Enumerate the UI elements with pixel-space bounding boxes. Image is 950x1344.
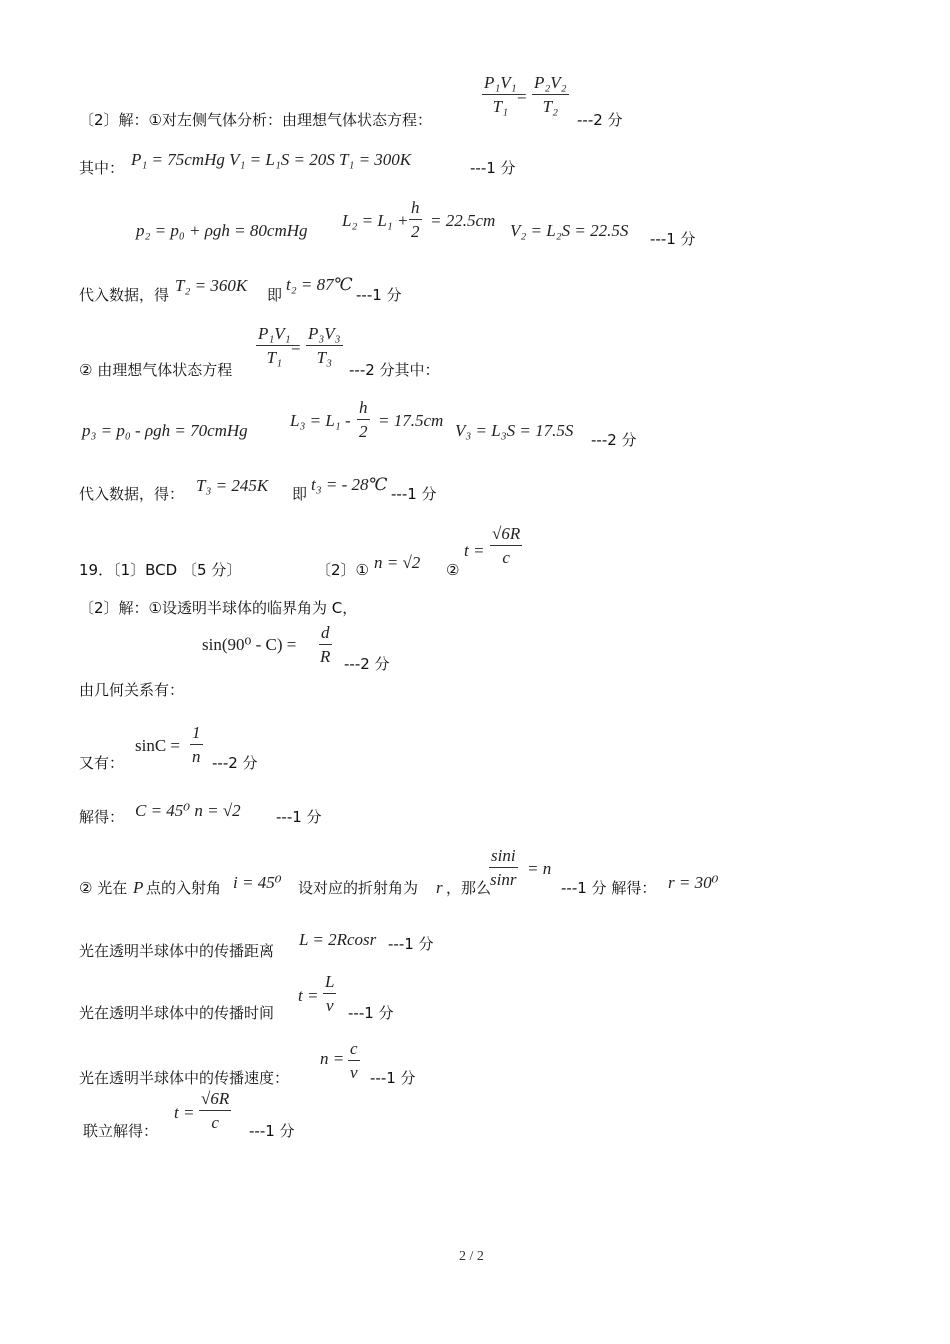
time-answer-fraction (490, 525, 522, 566)
length-l2-equation: L₂ = L₁ + (342, 211, 409, 230)
score-mark: ---1 分 (650, 230, 696, 248)
refraction-angle-label: 设对应的折射角为 (298, 879, 419, 897)
incidence-angle-label: 点的入射角 (146, 879, 222, 897)
fraction-numerator: h (409, 199, 422, 220)
celsius-t3-result: t₃ = - 28℃ (311, 475, 388, 494)
substitute-label-2: 代入数据，得： (79, 485, 185, 503)
score-mark: ---2 分 (344, 655, 390, 673)
score-mark: ---1 分 (276, 808, 322, 826)
fraction-denominator: c (211, 1113, 219, 1132)
speed-label: 光在透明半球体中的传播速度： (79, 1069, 290, 1087)
equals-sign: = (517, 87, 527, 106)
pressure-p2-equation: p₂ = p₀ + ρgh = 80cmHg (136, 221, 308, 240)
also-label: 又有： (79, 754, 125, 772)
fraction-denominator: T₁ (492, 97, 508, 116)
then-label: ，那么 (446, 879, 492, 897)
score-mark: ---1 分 (470, 159, 516, 177)
score-mark: ---1 分 (391, 485, 437, 503)
ideal-gas-right-fraction (532, 74, 569, 115)
ideal-gas-right-fraction-2 (306, 325, 343, 366)
fraction-denominator: R (320, 647, 331, 666)
fraction-numerator: P₃V₃ (306, 325, 343, 346)
incidence-angle-value: i = 45⁰ (233, 873, 282, 892)
fraction-numerator: P₂V₂ (532, 74, 569, 95)
time-variable: t = (298, 986, 319, 1005)
question-19-answer: 19．〔1〕BCD 〔5 分〕 (79, 561, 242, 579)
l-over-v-fraction (323, 973, 336, 1014)
distance-label: 光在透明半球体中的传播距离 (79, 942, 275, 960)
fraction-denominator: sinr (490, 870, 517, 889)
volume-v3-equation: V₃ = L₃S = 17.5S (455, 421, 574, 440)
namely-label: 即 (292, 485, 308, 503)
fraction-denominator: c (502, 548, 510, 567)
ideal-gas-left-fraction (482, 74, 519, 115)
h-over-2-fraction-2 (357, 399, 370, 440)
sine-equation: sin(90⁰ - C) = (202, 635, 297, 654)
temperature-t2-result: T₂ = 360K (175, 276, 248, 295)
length-l2-value: = 22.5cm (430, 211, 496, 230)
step2-label: ② 由理想气体状态方程 (79, 361, 233, 379)
n-variable: n = (320, 1049, 345, 1068)
score-mark: ---2 分 (591, 431, 637, 449)
equals-n: = n (527, 859, 552, 878)
fraction-denominator: v (350, 1063, 358, 1082)
refractive-index-answer: n = √2 (374, 553, 421, 572)
one-over-n-fraction (190, 724, 203, 765)
refraction-angle-result: r = 30⁰ (668, 873, 719, 892)
fraction-numerator: 1 (190, 724, 203, 745)
fraction-numerator: P₁V₁ (482, 74, 519, 95)
r-variable: r (436, 878, 443, 897)
time-label: t = (464, 541, 485, 560)
score-mark: ---1 分 (388, 935, 434, 953)
fraction-denominator: v (325, 996, 334, 1015)
h-over-2-fraction (409, 199, 422, 240)
c-over-v-fraction (348, 1040, 360, 1081)
fraction-numerator: √6R (199, 1090, 231, 1111)
score-mark: ---2 分 (577, 111, 623, 129)
score-mark: ---1 分 (356, 286, 402, 304)
question-19-part2: 〔2〕① (316, 561, 369, 579)
fraction-denominator: T₂ (542, 97, 558, 116)
fraction-numerator: c (348, 1040, 360, 1061)
solve-label: 解得： (79, 808, 125, 826)
score-mark: ---2 分其中： (349, 361, 440, 379)
ideal-gas-left-fraction-2 (256, 325, 293, 366)
fraction-denominator: n (192, 747, 201, 766)
score-mark: ---1 分 (370, 1069, 416, 1087)
length-l3-equation: L₃ = L₁ - (290, 411, 351, 430)
volume-v2-equation: V₂ = L₂S = 22.5S (510, 221, 629, 240)
initial-state-values: P₁ = 75cmHg V₁ = L₁S = 20S T₁ = 300K (131, 150, 412, 169)
fraction-denominator: T₁ (266, 348, 282, 367)
combined-solve-label: 联立解得： (83, 1122, 159, 1140)
fraction-numerator: √6R (490, 525, 522, 546)
fraction-numerator: L (323, 973, 336, 994)
score-mark: ---2 分 (212, 754, 258, 772)
fraction-numerator: h (357, 399, 370, 420)
fraction-denominator: 2 (359, 422, 368, 441)
length-l3-value: = 17.5cm (378, 411, 444, 430)
fraction-numerator: sini (489, 847, 518, 868)
fraction-numerator: d (319, 624, 332, 645)
snell-fraction (489, 847, 518, 888)
critical-angle-setup: 〔2〕解：①设透明半球体的临界角为 C， (79, 599, 358, 617)
fraction-numerator: P₁V₁ (256, 325, 293, 346)
sinc-equation: sinC = (135, 736, 181, 755)
pressure-p3-equation: p₃ = p₀ - ρgh = 70cmHg (82, 421, 248, 440)
distance-equation: L = 2Rcosr (299, 930, 377, 949)
score-mark: ---1 分 (249, 1122, 295, 1140)
time-variable: t = (174, 1103, 195, 1122)
page-number: 2 / 2 (459, 1249, 484, 1264)
score-mark: ---1 分 (348, 1004, 394, 1022)
solution-part2-heading: 〔2〕解：①对左侧气体分析：由理想气体状态方程： (79, 111, 432, 129)
circled-two: ② (446, 561, 460, 579)
d-over-r-fraction (319, 624, 332, 665)
final-time-fraction (199, 1090, 231, 1131)
time-label-line: 光在透明半球体中的传播时间 (79, 1004, 275, 1022)
namely-label: 即 (267, 286, 283, 304)
temperature-t3-result: T₃ = 245K (196, 476, 269, 495)
substitute-label: 代入数据，得 (79, 286, 170, 304)
equals-sign: = (291, 338, 301, 357)
point-p-label: P (133, 878, 144, 897)
fraction-denominator: T₃ (316, 348, 332, 367)
celsius-t2-result: t₂ = 87℃ (286, 275, 353, 294)
where-label: 其中： (79, 159, 125, 177)
geometry-label: 由几何关系有： (79, 681, 185, 699)
score-mark: ---1 分 解得： (561, 879, 657, 897)
critical-angle-result: C = 45⁰ n = √2 (135, 801, 241, 820)
step2-light-label: ② 光在 (79, 879, 128, 897)
fraction-denominator: 2 (411, 222, 420, 241)
